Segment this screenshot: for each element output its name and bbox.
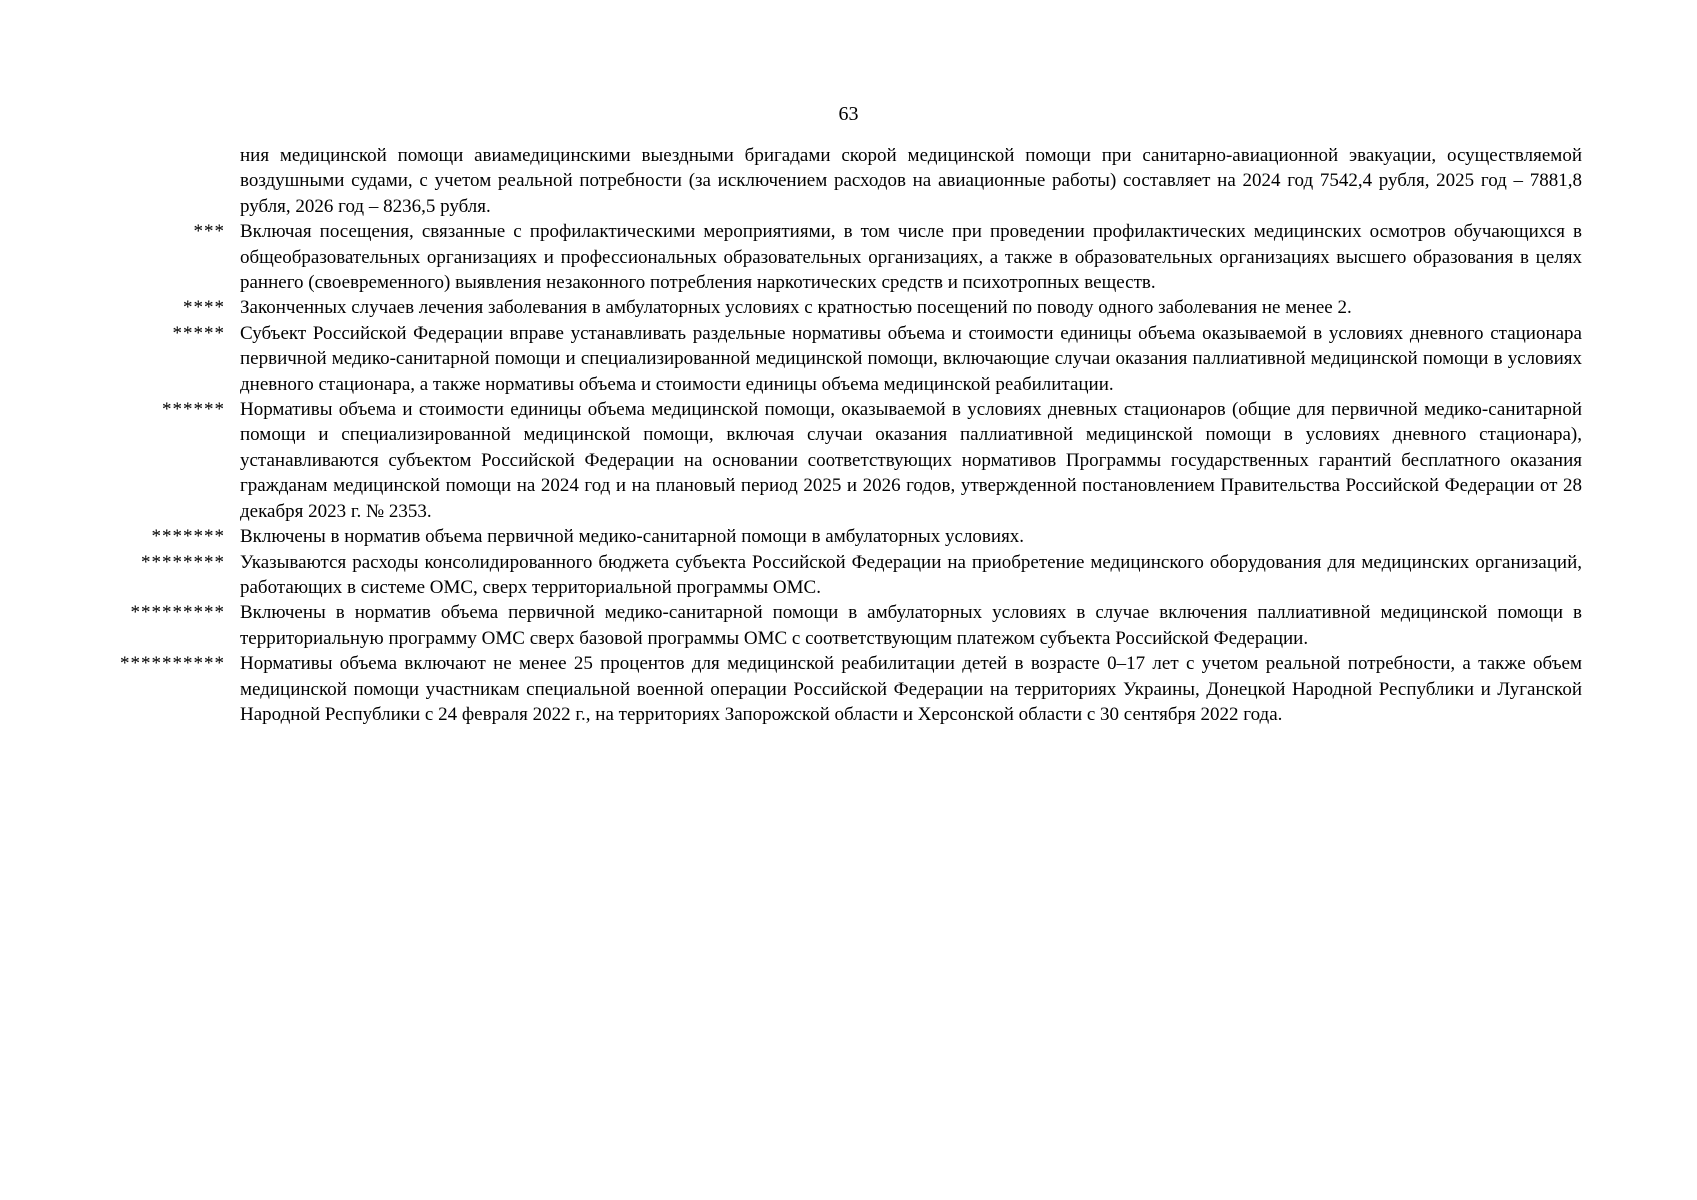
footnote-marker: ****	[183, 297, 225, 319]
footnote-text: ния медицинской помощи авиамедицинскими выездными бригадами скорой медицинской помощи при санитарно-авиационной эвакуации, осуществляемой воздушными судами, с учетом реальной потребности (за исключением расходов на авиационные работы) составляет на 2024 год 7542,4 рубля, 2025 год – 7881,8 рубля, 2026 год – 8236,5 рубля.	[240, 145, 1582, 217]
footnote-marker: *********	[130, 602, 225, 624]
footnotes-list	[0, 143, 1697, 727]
page-number: 63	[838, 103, 859, 125]
footnote-6-stars	[0, 397, 1697, 524]
footnote-text: Включены в норматив объема первичной медико-санитарной помощи в амбулаторных условиях.	[240, 526, 1025, 548]
footnote-7-stars	[0, 524, 1697, 549]
footnote-text: Нормативы объема и стоимости единицы объема медицинской помощи, оказываемой в условиях дневных стационаров (общие для первичной медико-санитарной помощи и специализированной медицинской помощи, включая случаи оказания паллиативной медицинской помощи в условиях дневного стационара), устанавливаются субъектом Российской Федерации на основании соответствующих нормативов Программы государственных гарантий бесплатного оказания гражданам медицинской помощи на 2024 год и на плановый период 2025 и 2026 годов, утвержденной постановлением Правительства Российской Федерации от 28 декабря 2023 г. № 2353.	[240, 399, 1582, 522]
footnote-3-stars	[0, 219, 1697, 295]
footnote-marker: ********	[141, 551, 225, 573]
footnote-5-stars	[0, 321, 1697, 397]
footnote-10-stars	[0, 651, 1697, 727]
footnote-marker: *****	[172, 322, 225, 344]
footnote-text: Включая посещения, связанные с профилактическими мероприятиями, в том числе при проведении профилактических медицинских осмотров обучающихся в общеобразовательных организациях и профессиональных образовательных организациях, а также в образовательных организациях высшего образования в целях раннего (своевременного) выявления незаконного потребления наркотических средств и психотропных веществ.	[240, 221, 1582, 294]
footnote-text: Нормативы объема включают не менее 25 процентов для медицинской реабилитации детей в возрасте 0–17 лет с учетом реальной потребности, а также объем медицинской помощи участникам специальной военной операции Российской Федерации на территориях Украины, Донецкой Народной Республики и Луганской Народной Республики с 24 февраля 2022 г., на территориях Запорожской области и Херсонской области с 30 сентября 2022 года.	[240, 653, 1582, 725]
footnote-marker: ******	[162, 399, 225, 421]
footnote-4-stars	[0, 295, 1697, 320]
footnote-marker: ***	[193, 221, 225, 243]
footnote-8-stars	[0, 550, 1697, 601]
footnote-text: Указываются расходы консолидированного бюджета субъекта Российской Федерации на приобретение медицинского оборудования для медицинских организаций, работающих в системе ОМС, сверх территориальной программы ОМС.	[240, 551, 1582, 598]
footnote-9-stars	[0, 600, 1697, 651]
footnote-text: Включены в норматив объема первичной медико-санитарной помощи в амбулаторных условиях в случае включения паллиативной медицинской помощи в территориальную программу ОМС сверх базовой программы ОМС с соответствующим платежом субъекта Российской Федерации.	[240, 602, 1582, 649]
footnote-text: Субъект Российской Федерации вправе устанавливать раздельные нормативы объема и стоимости единицы объема оказываемой в условиях дневного стационара первичной медико-санитарной помощи и специализированной медицинской помощи, включающие случаи оказания паллиативной медицинской помощи в условиях дневного стационара, а также нормативы объема и стоимости единицы объема медицинской реабилитации.	[240, 322, 1582, 395]
footnote-continuation	[0, 143, 1697, 219]
footnote-marker: **********	[120, 653, 225, 675]
footnote-marker: *******	[151, 526, 225, 548]
footnote-text: Законченных случаев лечения заболевания в амбулаторных условиях с кратностью посещений по поводу одного заболевания не менее 2.	[240, 297, 1352, 319]
